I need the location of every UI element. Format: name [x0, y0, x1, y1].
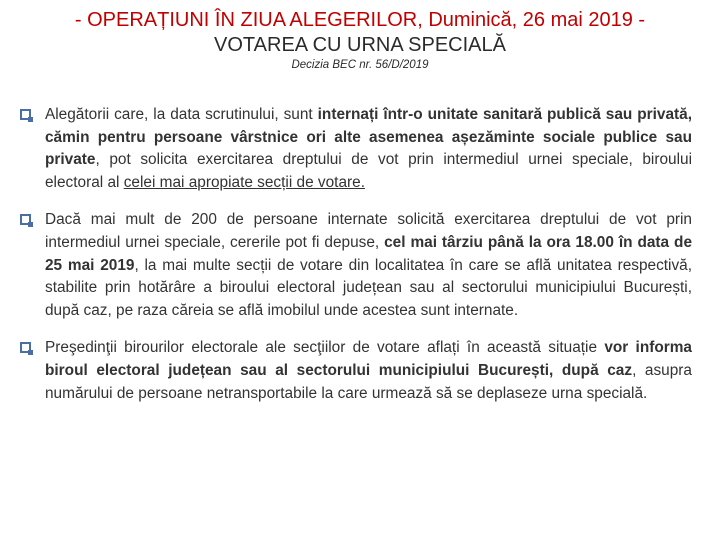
- subtitle: Decizia BEC nr. 56/D/2019: [291, 59, 429, 71]
- bullet-item-3: [20, 337, 692, 405]
- bullet-item-1: [20, 104, 692, 194]
- bullet-2-text-2: , la mai multe secții de votare din localitatea în care se află unitatea respectivă, stabilite prin hotărâre a biroului electoral județean sau al sectorului municipiului București, după caz, pe raza căreia se află imobilul unde acestea sunt internate.: [45, 256, 692, 319]
- bullet-3-text-2: , asupra numărului de persoane netransportabile la care urmează să se deplaseze urna specială.: [45, 361, 692, 402]
- bullet-1-underlined: celei mai apropiate secții de votare.: [123, 173, 365, 191]
- checkbox-bullet-icon: [20, 214, 31, 225]
- bullet-1-bold: internați într-o unitate sanitară publică sau privată, cămin pentru persoane vârstnice ori alte asemenea așezăminte sociale publice sau private: [45, 106, 692, 169]
- slide-title: [40, 8, 680, 58]
- bullet-2-bold: cel mai târziu până la ora 18.00 în data de 25 mai 2019: [45, 233, 693, 274]
- bullet-1-text: Alegătorii care, la data scrutinului, sunt: [45, 106, 318, 123]
- checkbox-bullet-icon: [20, 342, 31, 353]
- bullet-list: [20, 104, 692, 420]
- bullet-2-text: Dacă mai mult de 200 de persoane internate solicită exercitarea dreptului de vot prin intermediul urnei speciale, cererile pot fi depuse,: [45, 211, 692, 251]
- bullet-3-bold: vor informa biroul electoral județean sau al sectorului municipiului București, după caz: [45, 339, 692, 379]
- title-line-2: VOTAREA CU URNA SPECIALĂ: [214, 34, 506, 56]
- checkbox-bullet-icon: [20, 109, 31, 120]
- bullet-3-text: Preşedinţii birourilor electorale ale secţiilor de votare aflați în această situație: [45, 339, 605, 357]
- bullet-1-text-2: , pot solicita exercitarea dreptului de vot prin intermediul urnei speciale, biroului electoral al: [45, 151, 692, 191]
- bullet-item-2: [20, 209, 692, 322]
- title-line-1: - OPERAȚIUNI ÎN ZIUA ALEGERILOR, Duminică, 26 mai 2019 -: [74, 9, 646, 31]
